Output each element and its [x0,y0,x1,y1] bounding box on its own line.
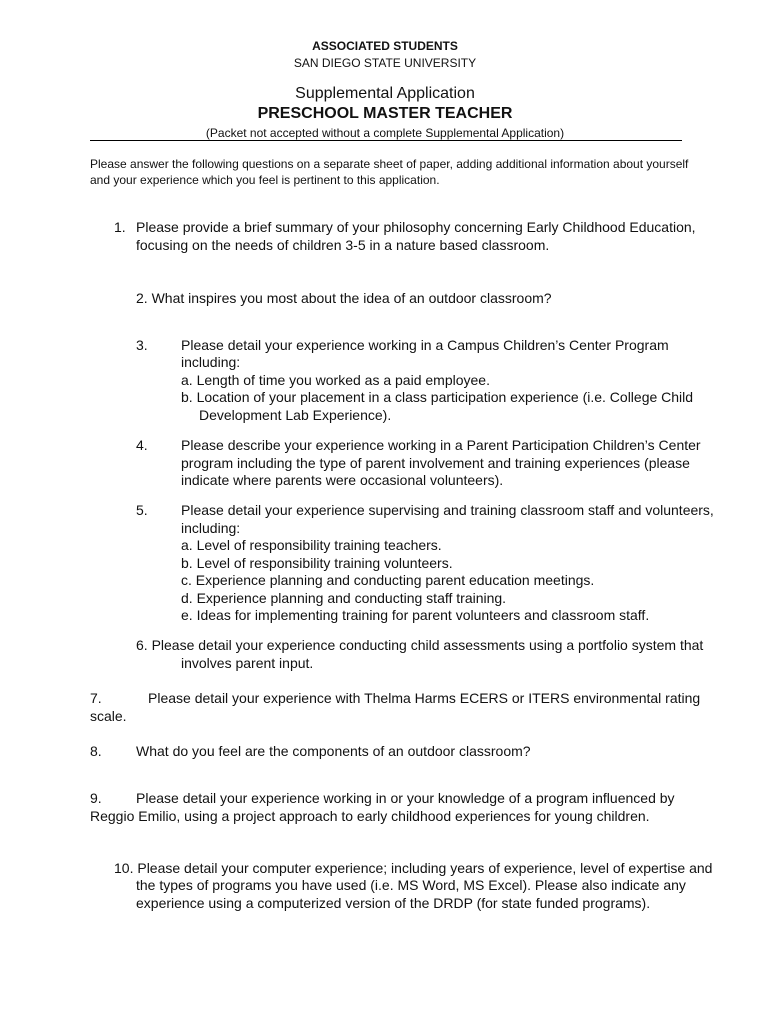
question-10-line-1: 10. Please detail your computer experience; including years of experience, level of expertise and [114,860,713,876]
question-6-line-2: involves parent input. [181,655,314,671]
question-7-number: 7. [90,690,102,706]
question-9-line-2: Reggio Emilio, using a project approach to early childhood experiences for young children. [90,808,650,824]
question-9-number: 9. [90,790,102,806]
org-name: ASSOCIATED STUDENTS [312,39,458,53]
question-5-item-a: a. Level of responsibility training teachers. [181,537,442,553]
question-3-item-b-cont: Development Lab Experience). [199,407,392,423]
header-divider [90,140,682,141]
document-title: Supplemental Application [295,85,475,102]
intro-line-2: and your experience which you feel is pertinent to this application. [90,173,440,187]
question-10-line-3: experience using a computerized version of the DRDP (for state funded programs). [136,895,651,911]
question-1-line-1: Please provide a brief summary of your philosophy concerning Early Childhood Education, [136,219,696,235]
question-5-item-b: b. Level of responsibility training volunteers. [181,555,453,571]
question-5-line-2: including: [181,520,241,536]
question-4-number: 4. [136,437,148,453]
question-4-line-3: indicate where parents were occasional volunteers). [181,472,504,488]
intro-line-1: Please answer the following questions on a separate sheet of paper, adding additional information about yourself [90,157,689,171]
question-1-number: 1. [114,219,126,235]
position-title: PRESCHOOL MASTER TEACHER [257,105,513,122]
question-5-number: 5. [136,502,148,518]
question-3-number: 3. [136,337,148,353]
packet-note: (Packet not accepted without a complete Supplemental Application) [205,126,565,140]
university-name: SAN DIEGO STATE UNIVERSITY [293,56,477,70]
question-7-line-2: scale. [90,708,127,724]
question-8-line-1: What do you feel are the components of an outdoor classroom? [136,743,531,759]
question-6-line-1: 6. Please detail your experience conducting child assessments using a portfolio system that [136,637,704,653]
question-5-item-d: d. Experience planning and conducting staff training. [181,590,507,606]
question-9-line-1: Please detail your experience working in or your knowledge of a program influenced by [136,790,675,806]
question-3-line-2: including: [181,354,241,370]
question-3-line-1: Please detail your experience working in a Campus Children’s Center Program [181,337,669,353]
question-7-line-1: Please detail your experience with Thelma Harms ECERS or ITERS environmental rating [148,690,701,706]
question-3-item-b: b. Location of your placement in a class participation experience (i.e. College Child [181,389,694,405]
question-4-line-2: program including the type of parent involvement and training experiences (please [181,455,690,471]
question-3-item-a: a. Length of time you worked as a paid employee. [181,372,490,388]
question-1-line-2: focusing on the needs of children 3-5 in a nature based classroom. [136,237,550,253]
question-2: 2. What inspires you most about the idea of an outdoor classroom? [136,290,552,306]
question-10-line-2: the types of programs you have used (i.e. MS Word, MS Excel). Please also indicate any [136,877,686,893]
question-5-line-1: Please detail your experience supervising and training classroom staff and volunteers, [181,502,714,518]
question-5-item-e: e. Ideas for implementing training for parent volunteers and classroom staff. [181,607,650,623]
question-4-line-1: Please describe your experience working in a Parent Participation Children’s Center [181,437,701,453]
question-8-number: 8. [90,743,102,759]
question-5-item-c: c. Experience planning and conducting parent education meetings. [181,572,595,588]
